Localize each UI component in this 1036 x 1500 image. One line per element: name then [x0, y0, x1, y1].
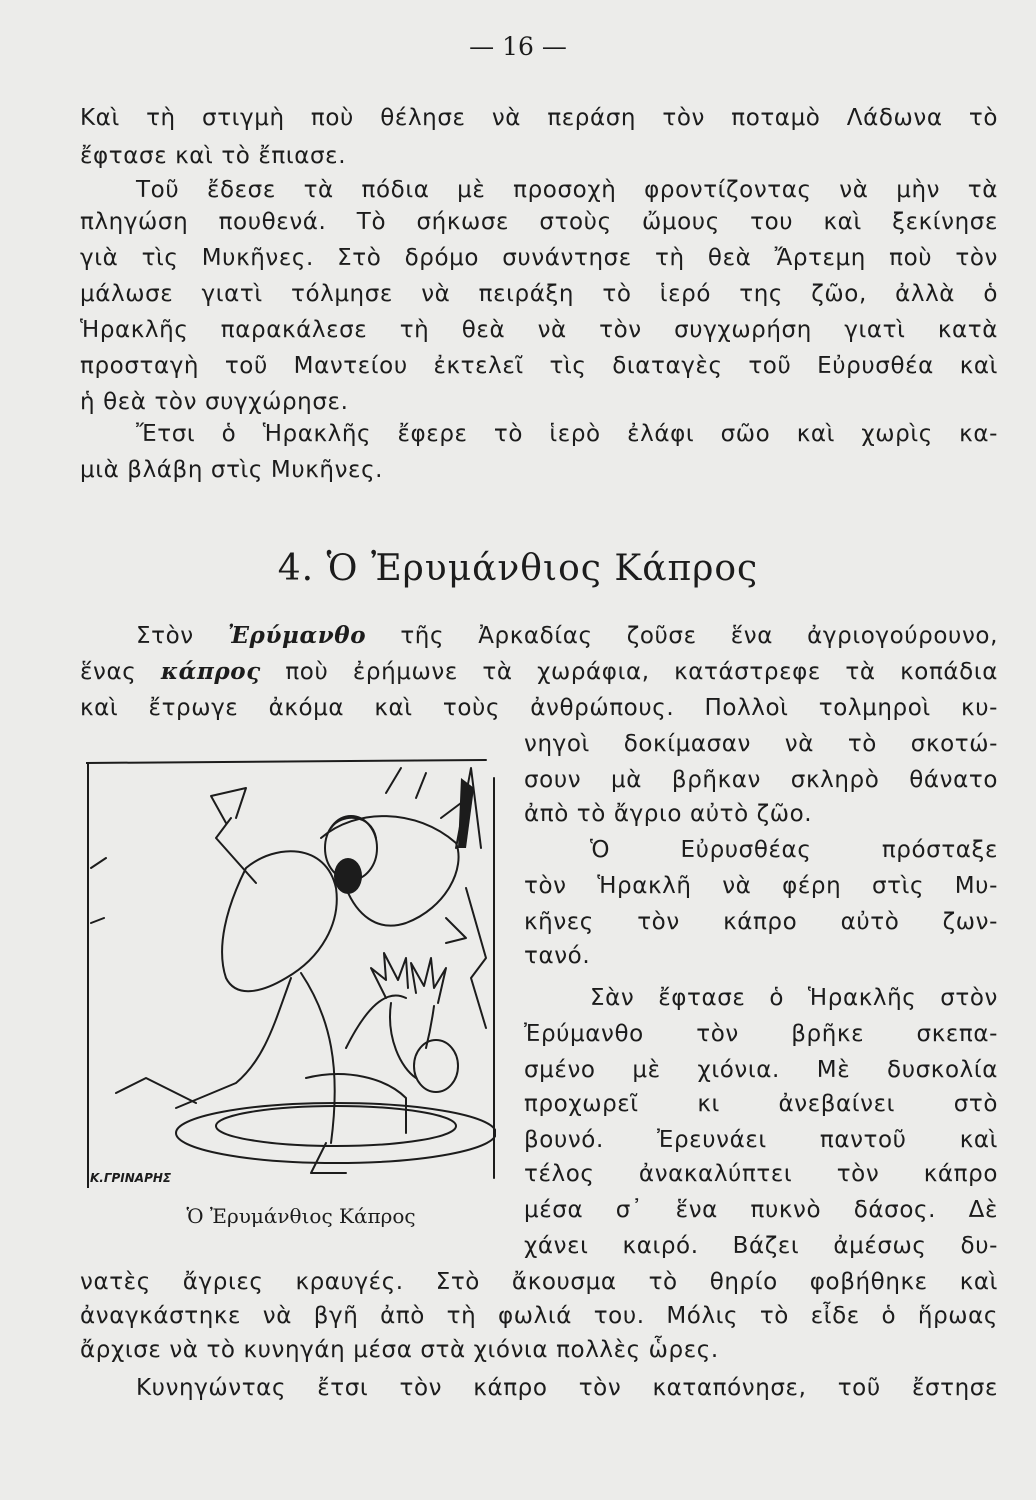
section-line-text: ἕνας: [80, 659, 161, 685]
intro-line: Ἔτσι ὁ Ἡρακλῆς ἔφερε τὸ ἱερὸ ἐλάφι σῶο καὶ χωρὶς κα-: [136, 421, 998, 447]
column-line: χάνει καιρό. Βάζει ἀμέσως δυ-: [524, 1233, 998, 1259]
intro-line: Ἡρακλῆς παρακάλεσε τὴ θεὰ νὰ τὸν συγχωρήση γιατὶ κατὰ: [80, 317, 998, 343]
column-line: Σὰν ἔφτασε ὁ Ἡρακλῆς στὸν: [590, 985, 998, 1011]
column-line: βουνό. Ἐρευνάει παντοῦ καὶ: [524, 1127, 998, 1153]
closing-line: ἀναγκάστηκε νὰ βγῆ ἀπὸ τὴ φωλιά του. Μόλις τὸ εἶδε ὁ ἥρωας: [80, 1303, 998, 1329]
page-number: — 16 —: [469, 32, 567, 61]
column-line: μέσα σ᾽ ἕνα πυκνὸ δάσος. Δὲ: [524, 1197, 998, 1223]
section-line: καὶ ἔτρωγε ἀκόμα καὶ τοὺς ἀνθρώπους. Πολλοὶ τολμηροὶ κυ-: [80, 695, 998, 721]
column-line: σμένο μὲ χιόνια. Μὲ δυσκολία: [524, 1057, 998, 1083]
column-line: Ὁ Εὐρυσθέας πρόσταξε: [590, 837, 998, 863]
section-line-text: Στὸν: [136, 623, 228, 649]
column-line: σουν μὰ βρῆκαν σκληρὸ θάνατο: [524, 767, 998, 793]
column-line: τέλος ἀνακαλύπτει τὸν κάπρο: [524, 1161, 998, 1187]
column-line: προχωρεῖ κι ἀνεβαίνει στὸ: [524, 1091, 998, 1117]
emphasized-word: κάπρος: [160, 658, 261, 685]
section-line-text: τῆς Ἀρκαδίας ζοῦσε ἕνα ἀγριογούρουνο,: [366, 623, 998, 649]
illustration-drawing: [86, 748, 496, 1188]
heracles-boar-illustration: [86, 748, 496, 1188]
section-heading: 4. Ὁ Ἐρυμάνθιος Κάπρος: [277, 548, 759, 589]
intro-line: ἔφτασε καὶ τὸ ἔπιασε.: [80, 143, 347, 169]
intro-line: Τοῦ ἔδεσε τὰ πόδια μὲ προσοχὴ φροντίζοντας νὰ μὴν τὰ: [136, 177, 998, 203]
artist-signature: Κ.ΓΡΙΝΑΡΗΣ: [90, 1171, 172, 1185]
section-line: [80, 656, 998, 688]
column-line: τὸν Ἡρακλῆ νὰ φέρη στὶς Μυ-: [524, 873, 998, 899]
intro-line: ἡ θεὰ τὸν συγχώρησε.: [80, 389, 349, 415]
column-line: κῆνες τὸν κάπρο αὐτὸ ζων-: [524, 909, 998, 935]
column-line: ἀπὸ τὸ ἄγριο αὐτὸ ζῶο.: [524, 801, 813, 827]
intro-line: Καὶ τὴ στιγμὴ ποὺ θέλησε νὰ περάση τὸν ποταμὸ Λάδωνα τὸ: [80, 105, 998, 131]
section-line: [136, 620, 998, 652]
figure-caption: Ὁ Ἐρυμάνθιος Κάπρος: [186, 1204, 416, 1228]
intro-line: μάλωσε γιατὶ τόλμησε νὰ πειράξη τὸ ἱερό της ζῶο, ἀλλὰ ὁ: [80, 281, 998, 307]
emphasized-word: Ἐρύμανθο: [227, 622, 367, 649]
intro-line: μιὰ βλάβη στὶς Μυκῆνες.: [80, 457, 384, 483]
intro-line: γιὰ τὶς Μυκῆνες. Στὸ δρόμο συνάντησε τὴ θεὰ Ἄρτεμη ποὺ τὸν: [80, 245, 998, 271]
intro-line: προσταγὴ τοῦ Μαντείου ἐκτελεῖ τὶς διαταγὲς τοῦ Εὐρυσθέα καὶ: [80, 353, 998, 379]
section-line-text: ποὺ ἐρήμωνε τὰ χωράφια, κατάστρεφε τὰ κοπάδια: [260, 659, 998, 685]
column-line: Ἐρύμανθο τὸν βρῆκε σκεπα-: [524, 1021, 998, 1047]
closing-line: νατὲς ἄγριες κραυγές. Στὸ ἄκουσμα τὸ θηρίο φοβήθηκε καὶ: [80, 1269, 998, 1295]
closing-line: ἄρχισε νὰ τὸ κυνηγάη μέσα στὰ χιόνια πολλὲς ὧρες.: [80, 1337, 719, 1363]
closing-line: Κυνηγώντας ἔτσι τὸν κάπρο τὸν καταπόνησε, τοῦ ἔστησε: [136, 1375, 998, 1401]
intro-line: πληγώση πουθενά. Τὸ σήκωσε στοὺς ὤμους του καὶ ξεκίνησε: [80, 209, 998, 235]
column-line: τανό.: [524, 943, 591, 969]
column-line: νηγοὶ δοκίμασαν νὰ τὸ σκοτώ-: [524, 731, 998, 757]
